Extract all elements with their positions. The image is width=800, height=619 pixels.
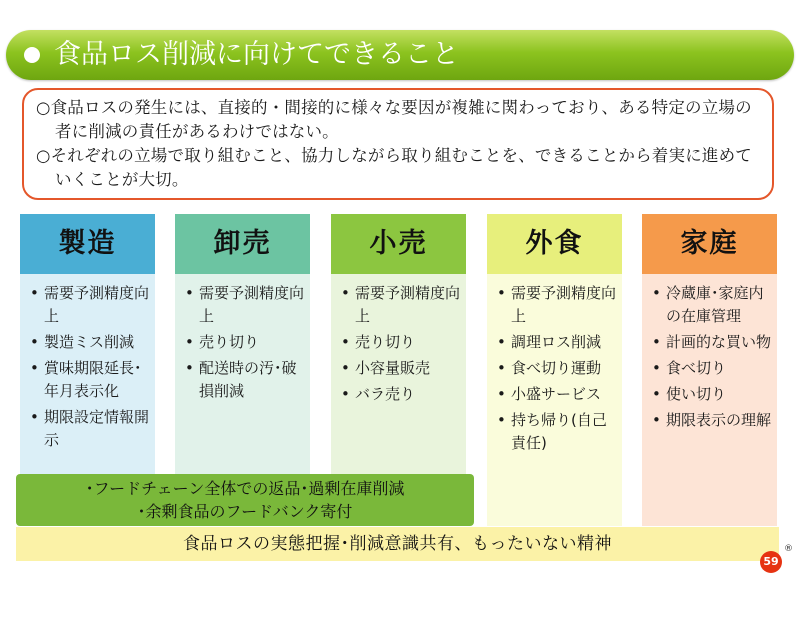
list-item: • 食べ切り運動 (497, 357, 618, 380)
list-item: • 期限設定情報開示 (30, 406, 151, 452)
list-item: • 配送時の汚･破損削減 (185, 357, 306, 403)
list-item: • 需要予測精度向上 (185, 282, 306, 328)
column-household (642, 214, 777, 526)
column-body (487, 274, 622, 526)
column-heading: 小売 (331, 214, 466, 274)
column-retail (331, 214, 466, 514)
item-list (20, 274, 155, 452)
item-list (642, 274, 777, 432)
title-bar (6, 30, 794, 80)
list-item: • 需要予測精度向上 (341, 282, 462, 328)
shared-actions-box (16, 474, 474, 526)
summary-line: ○それぞれの立場で取り組むこと、協力しながら取り組むことを、できることから着実に進めていくことが大切。 (36, 146, 752, 189)
list-item: • 期限表示の理解 (652, 409, 773, 432)
shared-action-line: ･余剰食品のフードバンク寄付 (137, 502, 353, 521)
list-item: • 調理ロス削減 (497, 331, 618, 354)
column-manufacturing (20, 214, 155, 514)
list-item: • 食べ切り (652, 357, 773, 380)
list-item: • 使い切り (652, 383, 773, 406)
column-heading: 卸売 (175, 214, 310, 274)
list-item: • 計画的な買い物 (652, 331, 773, 354)
list-item: • 小容量販売 (341, 357, 462, 380)
bullet-dot-icon (24, 47, 40, 63)
list-item: • 需要予測精度向上 (497, 282, 618, 328)
list-item: • バラ売り (341, 383, 462, 406)
list-item: • 持ち帰り(自己責任) (497, 409, 618, 455)
registered-mark-icon: ® (784, 544, 793, 554)
list-item: • 賞味期限延長･年月表示化 (30, 357, 151, 403)
column-food-service (487, 214, 622, 526)
column-heading: 製造 (20, 214, 155, 274)
list-item: • 売り切り (185, 331, 306, 354)
page-title: 食品ロス削減に向けてできること (54, 39, 459, 70)
column-heading: 外食 (487, 214, 622, 274)
list-item: • 売り切り (341, 331, 462, 354)
column-wholesale (175, 214, 310, 514)
common-spirit-banner: 食品ロスの実態把握･削減意識共有、もったいない精神 (16, 527, 779, 561)
shared-action-line: ･フードチェーン全体での返品･過剰在庫削減 (85, 479, 405, 498)
item-list (175, 274, 310, 403)
page-number-badge: 59 (760, 551, 782, 573)
list-item: • 需要予測精度向上 (30, 282, 151, 328)
item-list (487, 274, 622, 455)
item-list (331, 274, 466, 406)
list-item: • 小盛サービス (497, 383, 618, 406)
summary-box (22, 88, 774, 200)
summary-line: ○食品ロスの発生には、直接的・間接的に様々な要因が複雑に関わっており、ある特定の立場の者に削減の責任があるわけではない。 (36, 98, 752, 141)
column-heading: 家庭 (642, 214, 777, 274)
list-item: • 製造ミス削減 (30, 331, 151, 354)
list-item: • 冷蔵庫･家庭内の在庫管理 (652, 282, 773, 328)
column-body (642, 274, 777, 526)
